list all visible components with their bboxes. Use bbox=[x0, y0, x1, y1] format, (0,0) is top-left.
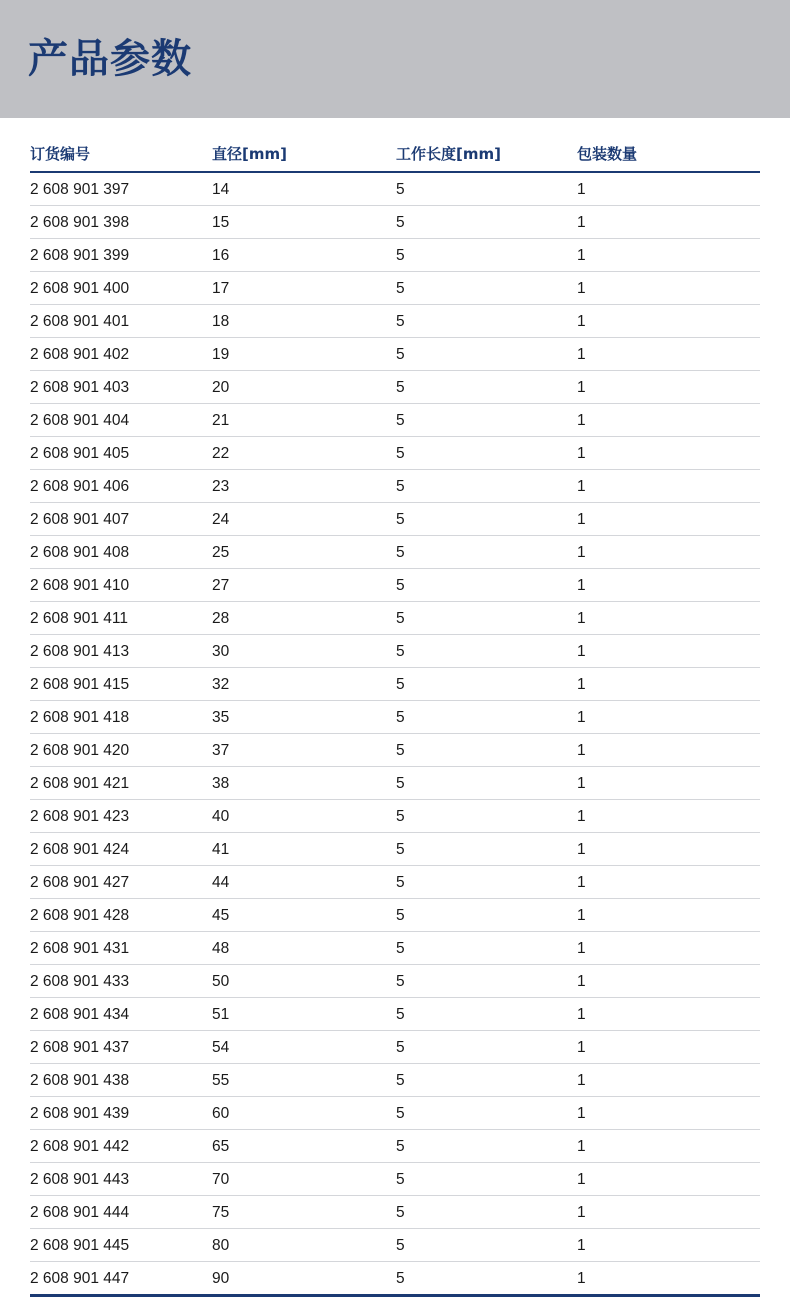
table-row bbox=[30, 1130, 760, 1163]
package-quantity-cell: 1 bbox=[577, 1138, 586, 1155]
diameter-cell: 18 bbox=[212, 313, 230, 330]
package-quantity-cell: 1 bbox=[577, 181, 586, 198]
working-length-cell: 5 bbox=[396, 1204, 405, 1221]
package-quantity-cell: 1 bbox=[577, 379, 586, 396]
table-row bbox=[30, 1163, 760, 1196]
table-row bbox=[30, 338, 760, 371]
diameter-cell: 45 bbox=[212, 907, 230, 924]
working-length-cell: 5 bbox=[396, 907, 405, 924]
diameter-cell: 80 bbox=[212, 1237, 230, 1254]
package-quantity-cell: 1 bbox=[577, 280, 586, 297]
table-header bbox=[30, 133, 760, 173]
package-quantity-cell: 1 bbox=[577, 1072, 586, 1089]
table-row bbox=[30, 899, 760, 932]
working-length-cell: 5 bbox=[396, 874, 405, 891]
working-length-cell: 5 bbox=[396, 544, 405, 561]
column-header-order-number: 订货编号 bbox=[30, 145, 91, 163]
order-number-cell: 2 608 901 439 bbox=[30, 1105, 130, 1122]
column-header-diameter: 直径[mm] bbox=[212, 145, 287, 163]
table-row bbox=[30, 371, 760, 404]
order-number-cell: 2 608 901 427 bbox=[30, 874, 130, 891]
order-number-cell: 2 608 901 428 bbox=[30, 907, 130, 924]
working-length-cell: 5 bbox=[396, 643, 405, 660]
working-length-cell: 5 bbox=[396, 1270, 405, 1287]
order-number-cell: 2 608 901 433 bbox=[30, 973, 130, 990]
table-row bbox=[30, 305, 760, 338]
column-header-working-length: 工作长度[mm] bbox=[396, 145, 501, 163]
table-body bbox=[30, 173, 760, 1297]
table-row bbox=[30, 932, 760, 965]
table-row bbox=[30, 206, 760, 239]
package-quantity-cell: 1 bbox=[577, 709, 586, 726]
diameter-cell: 30 bbox=[212, 643, 230, 660]
order-number-cell: 2 608 901 415 bbox=[30, 676, 130, 693]
table-row bbox=[30, 701, 760, 734]
package-quantity-cell: 1 bbox=[577, 511, 586, 528]
working-length-cell: 5 bbox=[396, 775, 405, 792]
table-row bbox=[30, 569, 760, 602]
table-row bbox=[30, 536, 760, 569]
diameter-cell: 38 bbox=[212, 775, 230, 792]
diameter-cell: 28 bbox=[212, 610, 230, 627]
order-number-cell: 2 608 901 423 bbox=[30, 808, 130, 825]
order-number-cell: 2 608 901 434 bbox=[30, 1006, 130, 1023]
working-length-cell: 5 bbox=[396, 511, 405, 528]
working-length-cell: 5 bbox=[396, 1072, 405, 1089]
package-quantity-cell: 1 bbox=[577, 643, 586, 660]
order-number-cell: 2 608 901 420 bbox=[30, 742, 130, 759]
diameter-cell: 90 bbox=[212, 1270, 230, 1287]
package-quantity-cell: 1 bbox=[577, 808, 586, 825]
order-number-cell: 2 608 901 431 bbox=[30, 940, 130, 957]
working-length-cell: 5 bbox=[396, 1105, 405, 1122]
diameter-cell: 55 bbox=[212, 1072, 230, 1089]
order-number-cell: 2 608 901 445 bbox=[30, 1237, 130, 1254]
working-length-cell: 5 bbox=[396, 181, 405, 198]
order-number-cell: 2 608 901 413 bbox=[30, 643, 130, 660]
order-number-cell: 2 608 901 407 bbox=[30, 511, 130, 528]
diameter-cell: 54 bbox=[212, 1039, 230, 1056]
table-row bbox=[30, 1262, 760, 1297]
order-number-cell: 2 608 901 405 bbox=[30, 445, 130, 462]
table-row bbox=[30, 800, 760, 833]
working-length-cell: 5 bbox=[396, 214, 405, 231]
working-length-cell: 5 bbox=[396, 973, 405, 990]
table-row bbox=[30, 470, 760, 503]
package-quantity-cell: 1 bbox=[577, 907, 586, 924]
diameter-cell: 60 bbox=[212, 1105, 230, 1122]
working-length-cell: 5 bbox=[396, 379, 405, 396]
table-row bbox=[30, 635, 760, 668]
package-quantity-cell: 1 bbox=[577, 940, 586, 957]
diameter-cell: 16 bbox=[212, 247, 230, 264]
package-quantity-cell: 1 bbox=[577, 478, 586, 495]
diameter-cell: 25 bbox=[212, 544, 230, 561]
table-row bbox=[30, 833, 760, 866]
package-quantity-cell: 1 bbox=[577, 1039, 586, 1056]
table-row bbox=[30, 173, 760, 206]
table-row bbox=[30, 1097, 760, 1130]
order-number-cell: 2 608 901 402 bbox=[30, 346, 130, 363]
table-row bbox=[30, 503, 760, 536]
working-length-cell: 5 bbox=[396, 940, 405, 957]
title-banner bbox=[0, 0, 790, 118]
table-row bbox=[30, 404, 760, 437]
order-number-cell: 2 608 901 418 bbox=[30, 709, 130, 726]
order-number-cell: 2 608 901 444 bbox=[30, 1204, 130, 1221]
table-row bbox=[30, 767, 760, 800]
working-length-cell: 5 bbox=[396, 478, 405, 495]
diameter-cell: 44 bbox=[212, 874, 230, 891]
package-quantity-cell: 1 bbox=[577, 577, 586, 594]
diameter-cell: 48 bbox=[212, 940, 230, 957]
page-title: 产品参数 bbox=[28, 36, 192, 82]
package-quantity-cell: 1 bbox=[577, 247, 586, 264]
working-length-cell: 5 bbox=[396, 1171, 405, 1188]
table-row bbox=[30, 239, 760, 272]
working-length-cell: 5 bbox=[396, 709, 405, 726]
package-quantity-cell: 1 bbox=[577, 676, 586, 693]
working-length-cell: 5 bbox=[396, 610, 405, 627]
working-length-cell: 5 bbox=[396, 346, 405, 363]
diameter-cell: 32 bbox=[212, 676, 230, 693]
package-quantity-cell: 1 bbox=[577, 1105, 586, 1122]
order-number-cell: 2 608 901 400 bbox=[30, 280, 130, 297]
package-quantity-cell: 1 bbox=[577, 313, 586, 330]
order-number-cell: 2 608 901 421 bbox=[30, 775, 130, 792]
working-length-cell: 5 bbox=[396, 247, 405, 264]
table-row bbox=[30, 668, 760, 701]
order-number-cell: 2 608 901 447 bbox=[30, 1270, 130, 1287]
diameter-cell: 14 bbox=[212, 181, 230, 198]
order-number-cell: 2 608 901 399 bbox=[30, 247, 130, 264]
package-quantity-cell: 1 bbox=[577, 1270, 586, 1287]
diameter-cell: 37 bbox=[212, 742, 230, 759]
package-quantity-cell: 1 bbox=[577, 1006, 586, 1023]
column-header-package-quantity: 包装数量 bbox=[577, 145, 638, 163]
working-length-cell: 5 bbox=[396, 280, 405, 297]
package-quantity-cell: 1 bbox=[577, 445, 586, 462]
package-quantity-cell: 1 bbox=[577, 214, 586, 231]
diameter-cell: 21 bbox=[212, 412, 230, 429]
package-quantity-cell: 1 bbox=[577, 346, 586, 363]
table-row bbox=[30, 1031, 760, 1064]
order-number-cell: 2 608 901 406 bbox=[30, 478, 130, 495]
working-length-cell: 5 bbox=[396, 1039, 405, 1056]
working-length-cell: 5 bbox=[396, 676, 405, 693]
diameter-cell: 15 bbox=[212, 214, 230, 231]
diameter-cell: 40 bbox=[212, 808, 230, 825]
package-quantity-cell: 1 bbox=[577, 841, 586, 858]
order-number-cell: 2 608 901 403 bbox=[30, 379, 130, 396]
package-quantity-cell: 1 bbox=[577, 874, 586, 891]
table-row bbox=[30, 1229, 760, 1262]
order-number-cell: 2 608 901 411 bbox=[30, 610, 128, 627]
table-row bbox=[30, 437, 760, 470]
order-number-cell: 2 608 901 437 bbox=[30, 1039, 130, 1056]
order-number-cell: 2 608 901 443 bbox=[30, 1171, 130, 1188]
diameter-cell: 20 bbox=[212, 379, 230, 396]
table-row bbox=[30, 602, 760, 635]
working-length-cell: 5 bbox=[396, 1138, 405, 1155]
table-row bbox=[30, 998, 760, 1031]
package-quantity-cell: 1 bbox=[577, 610, 586, 627]
table-row bbox=[30, 866, 760, 899]
working-length-cell: 5 bbox=[396, 445, 405, 462]
package-quantity-cell: 1 bbox=[577, 1204, 586, 1221]
working-length-cell: 5 bbox=[396, 577, 405, 594]
diameter-cell: 51 bbox=[212, 1006, 230, 1023]
package-quantity-cell: 1 bbox=[577, 1171, 586, 1188]
package-quantity-cell: 1 bbox=[577, 973, 586, 990]
diameter-cell: 27 bbox=[212, 577, 230, 594]
working-length-cell: 5 bbox=[396, 808, 405, 825]
package-quantity-cell: 1 bbox=[577, 412, 586, 429]
working-length-cell: 5 bbox=[396, 1006, 405, 1023]
working-length-cell: 5 bbox=[396, 742, 405, 759]
order-number-cell: 2 608 901 404 bbox=[30, 412, 130, 429]
package-quantity-cell: 1 bbox=[577, 775, 586, 792]
order-number-cell: 2 608 901 424 bbox=[30, 841, 130, 858]
package-quantity-cell: 1 bbox=[577, 544, 586, 561]
order-number-cell: 2 608 901 408 bbox=[30, 544, 130, 561]
diameter-cell: 22 bbox=[212, 445, 230, 462]
order-number-cell: 2 608 901 410 bbox=[30, 577, 130, 594]
order-number-cell: 2 608 901 398 bbox=[30, 214, 130, 231]
table-row bbox=[30, 734, 760, 767]
diameter-cell: 19 bbox=[212, 346, 230, 363]
table-row bbox=[30, 1064, 760, 1097]
order-number-cell: 2 608 901 442 bbox=[30, 1138, 130, 1155]
diameter-cell: 75 bbox=[212, 1204, 230, 1221]
working-length-cell: 5 bbox=[396, 313, 405, 330]
working-length-cell: 5 bbox=[396, 1237, 405, 1254]
diameter-cell: 41 bbox=[212, 841, 230, 858]
working-length-cell: 5 bbox=[396, 841, 405, 858]
package-quantity-cell: 1 bbox=[577, 1237, 586, 1254]
diameter-cell: 65 bbox=[212, 1138, 230, 1155]
table-row bbox=[30, 272, 760, 305]
diameter-cell: 35 bbox=[212, 709, 230, 726]
table-row bbox=[30, 1196, 760, 1229]
order-number-cell: 2 608 901 397 bbox=[30, 181, 130, 198]
order-number-cell: 2 608 901 438 bbox=[30, 1072, 130, 1089]
order-number-cell: 2 608 901 401 bbox=[30, 313, 130, 330]
diameter-cell: 24 bbox=[212, 511, 230, 528]
diameter-cell: 70 bbox=[212, 1171, 230, 1188]
table-row bbox=[30, 965, 760, 998]
package-quantity-cell: 1 bbox=[577, 742, 586, 759]
working-length-cell: 5 bbox=[396, 412, 405, 429]
diameter-cell: 17 bbox=[212, 280, 230, 297]
product-spec-table bbox=[30, 133, 760, 1297]
diameter-cell: 50 bbox=[212, 973, 230, 990]
diameter-cell: 23 bbox=[212, 478, 230, 495]
